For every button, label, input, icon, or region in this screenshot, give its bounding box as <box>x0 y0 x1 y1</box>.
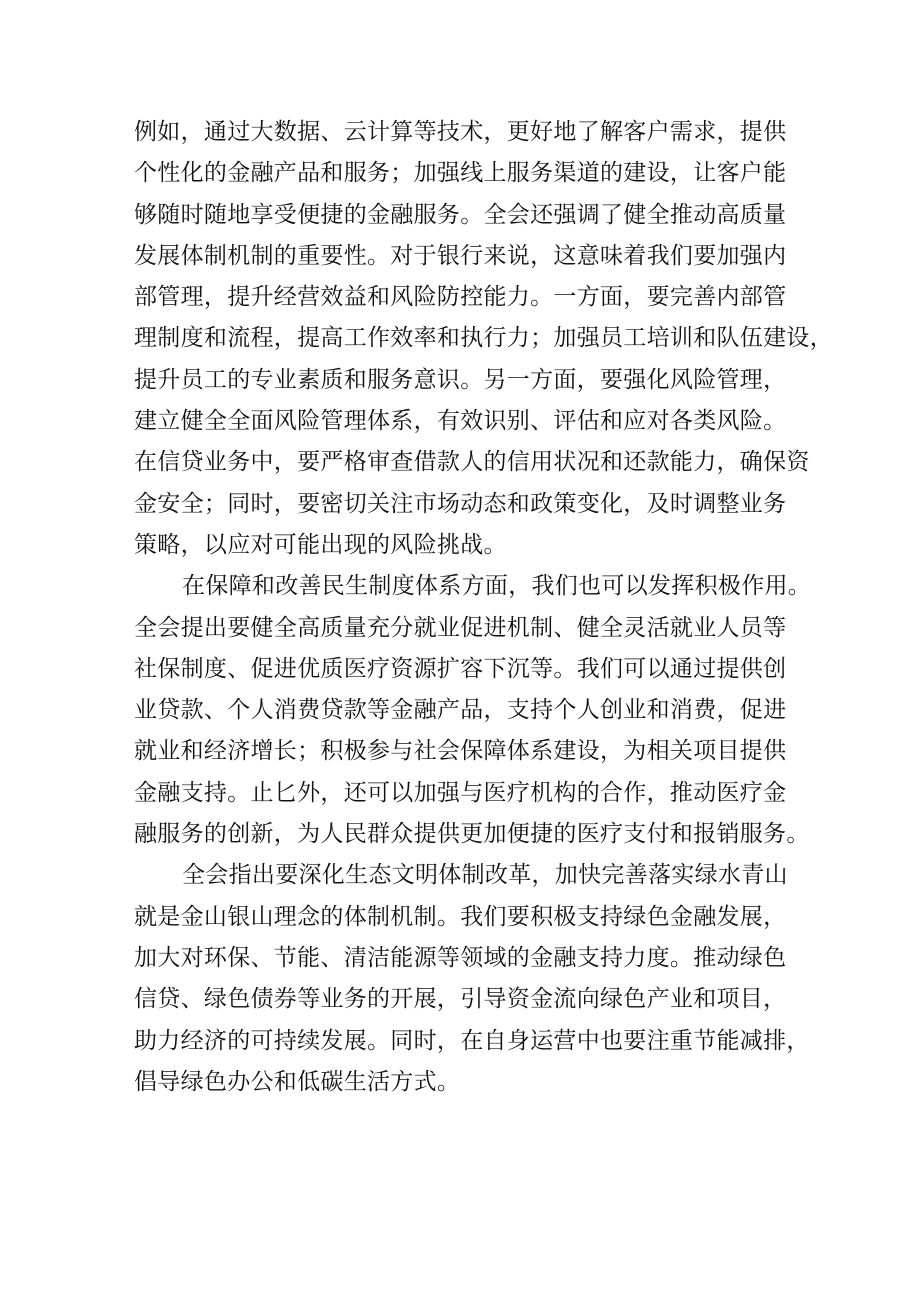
paragraph-first-line: 在保障和改善民生制度体系方面，我们也可以发挥积极作用。 <box>182 573 812 600</box>
text-line: 在信贷业务中，要严格审查借款人的信用状况和还款能力，确保资 <box>134 449 810 476</box>
text-line: 全会提出要健全高质量充分就业促进机制、健全灵活就业人员等 <box>134 614 787 641</box>
text-line: 够随时随地享受便捷的金融服务。全会还强调了健全推动高质量 <box>134 201 787 228</box>
text-line: 理制度和流程，提高工作效率和执行力；加强员工培训和队伍建设， <box>134 325 833 352</box>
text-line: 策略，以应对可能出现的风险挑战。 <box>134 531 507 558</box>
text-line: 例如，通过大数据、云计算等技术，更好地了解客户需求，提供 <box>134 119 787 145</box>
text-line: 融服务的创新，为人民群众提供更加便捷的医疗支付和报销服务。 <box>134 821 810 848</box>
text-line: 业贷款、个人消费贷款等金融产品，支持个人创业和消费，促进 <box>134 697 787 724</box>
text-line: 加大对环保、节能、清洁能源等领域的金融支持力度。推动绿色 <box>134 944 787 971</box>
text-line: 社保制度、促进优质医疗资源扩容下沉等。我们可以通过提供创 <box>134 655 787 682</box>
text-line: 就是金山银山理念的体制机制。我们要积极支持绿色金融发展， <box>134 903 787 930</box>
text-line: 金安全；同时，要密切关注市场动态和政策变化，及时调整业务 <box>134 490 787 517</box>
text-line: 建立健全全面风险管理体系，有效识别、评估和应对各类风险。 <box>134 408 787 435</box>
text-line: 就业和经济增长；积极参与社会保障体系建设，为相关项目提供 <box>134 738 787 765</box>
text-line: 部管理，提升经营效益和风险防控能力。一方面，要完善内部管 <box>134 284 787 311</box>
document-body <box>134 112 833 1103</box>
text-line: 发展体制机制的重要性。对于银行来说，这意味着我们要加强内 <box>134 242 787 269</box>
text-line: 提升员工的专业素质和服务意识。另一方面，要强化风险管理， <box>134 366 787 393</box>
text-line: 信贷、绿色债券等业务的开展，引导资金流向绿色产业和项目， <box>134 986 787 1013</box>
text-line: 个性化的金融产品和服务；加强线上服务渠道的建设，让客户能 <box>134 160 787 187</box>
paragraph-first-line: 全会指出要深化生态文明体制改革，加快完善落实绿水青山 <box>182 862 788 889</box>
text-line: 金融支持。止匕外，还可以加强与医疗机构的合作，推动医疗金 <box>134 779 787 806</box>
text-line: 倡导绿色办公和低碳生活方式。 <box>134 1068 461 1095</box>
text-line: 助力经济的可持续发展。同时，在自身运营中也要注重节能减排， <box>134 1027 810 1054</box>
